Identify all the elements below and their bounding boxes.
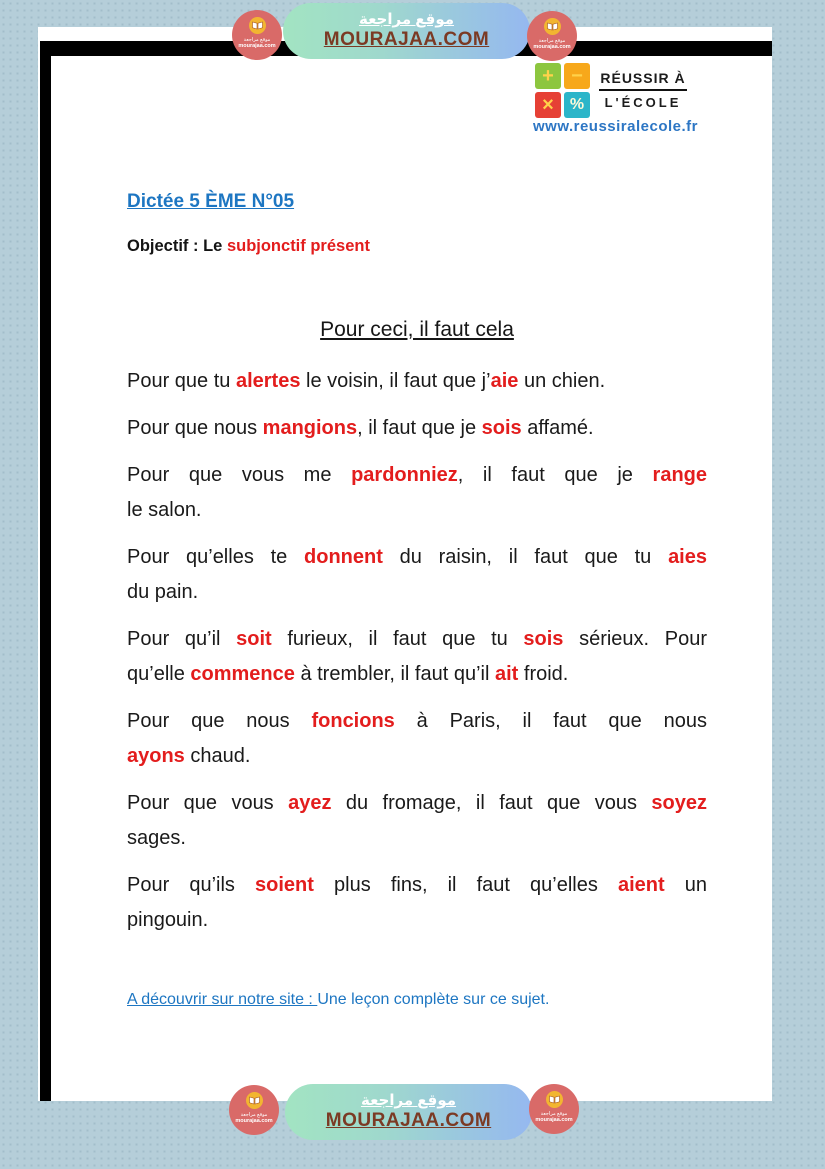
highlighted-verb: alertes	[235, 370, 301, 392]
dictation-title: Pour ceci, il faut cela	[320, 318, 514, 341]
percent-square-icon: %	[564, 92, 590, 118]
text-run: Pour qu’elles te	[127, 546, 305, 568]
document-content	[127, 191, 707, 1009]
text-run: du fromage, il faut que vous	[331, 792, 652, 814]
highlighted-verb: aient	[617, 874, 665, 896]
text-run: Pour que nous	[127, 710, 312, 732]
highlighted-verb: range	[652, 464, 707, 486]
logo-divider	[599, 89, 687, 91]
minus-square-icon: −	[564, 63, 590, 89]
dictation-paragraph	[127, 411, 707, 446]
highlighted-verb: pardonniez	[351, 464, 458, 486]
text-run: , il faut que je	[457, 464, 653, 486]
site-badge-bottom-left	[229, 1085, 279, 1135]
text-run: Pour que tu	[127, 370, 236, 392]
highlighted-verb: soit	[236, 628, 272, 650]
highlighted-verb: donnent	[304, 546, 383, 568]
highlighted-verb: sois	[523, 628, 564, 650]
banner-arabic-title: موقع مراجعة	[360, 1092, 457, 1110]
highlighted-verb: sois	[481, 417, 522, 439]
text-run: pingouin.	[127, 909, 209, 931]
text-run: furieux, il faut que tu	[271, 628, 524, 650]
badge-domain-label: mourajaa.com	[533, 44, 571, 50]
text-line	[127, 364, 707, 399]
highlighted-verb: soyez	[651, 792, 708, 814]
math-squares-icon	[535, 63, 590, 118]
highlighted-verb: ait	[494, 663, 519, 685]
text-line	[127, 786, 707, 821]
text-run: à trembler, il faut qu’il	[294, 663, 495, 685]
text-run: sages.	[127, 827, 186, 849]
bottom-banner[interactable]	[285, 1084, 532, 1140]
text-line	[127, 411, 707, 446]
text-run: plus fins, il faut qu’elles	[313, 874, 618, 896]
reussir-logo	[535, 63, 695, 118]
badge-domain-label: mourajaa.com	[535, 1117, 573, 1123]
book-icon	[246, 1092, 263, 1109]
logo-website-link[interactable]: www.reussiralecole.fr	[533, 118, 699, 135]
text-run: un	[664, 874, 708, 896]
book-icon	[249, 17, 266, 34]
dictation-paragraph	[127, 364, 707, 399]
site-badge-top-right	[527, 11, 577, 61]
site-badge-bottom-right	[529, 1084, 579, 1134]
text-run: Pour que nous	[127, 417, 263, 439]
highlighted-verb: commence	[190, 663, 295, 685]
badge-arabic-label: موقع مراجعة	[243, 37, 271, 43]
text-line	[127, 622, 707, 657]
logo-line2: L'ÉCOLE	[604, 95, 682, 110]
text-line	[127, 704, 707, 739]
text-run: chaud.	[184, 745, 251, 767]
banner-site-link[interactable]: MOURAJAA.COM	[325, 1109, 492, 1131]
text-line	[127, 657, 707, 692]
logo-wordmark	[599, 63, 687, 118]
highlighted-verb: ayons	[127, 745, 185, 767]
badge-arabic-label: موقع مراجعة	[240, 1112, 268, 1118]
logo-line1: RÉUSSIR À	[600, 70, 686, 86]
plus-square-icon: +	[535, 63, 561, 89]
dictation-paragraph	[127, 868, 707, 938]
banner-site-link[interactable]: MOURAJAA.COM	[323, 28, 490, 50]
discover-description: Une leçon complète sur ce sujet.	[317, 991, 550, 1008]
text-run: qu’elle	[127, 663, 191, 685]
badge-domain-label: mourajaa.com	[238, 43, 276, 49]
text-line	[127, 575, 707, 610]
text-run: Pour que vous me	[127, 464, 352, 486]
text-line	[127, 458, 707, 493]
dictation-paragraph	[127, 458, 707, 528]
badge-domain-label: mourajaa.com	[235, 1118, 273, 1124]
dictation-paragraph	[127, 704, 707, 774]
text-run: froid.	[518, 663, 569, 685]
text-run: Pour qu’ils	[127, 874, 256, 896]
text-run: le voisin, il faut que j’	[300, 370, 491, 392]
text-line	[127, 739, 707, 774]
text-line	[127, 903, 707, 938]
banner-arabic-title: موقع مراجعة	[358, 11, 455, 29]
dictation-paragraph	[127, 786, 707, 856]
text-line	[127, 868, 707, 903]
badge-arabic-label: موقع مراجعة	[540, 1111, 568, 1117]
text-run: Pour que vous	[127, 792, 289, 814]
text-run: , il faut que je	[357, 417, 482, 439]
dictation-heading: Dictée 5 ÈME N°05	[127, 191, 295, 212]
dictation-text	[127, 364, 707, 938]
highlighted-verb: ayez	[288, 792, 332, 814]
highlighted-verb: soient	[255, 874, 314, 896]
text-run: Pour qu’il	[127, 628, 237, 650]
objective-topic: subjonctif présent	[226, 237, 370, 255]
text-line	[127, 821, 707, 856]
text-run: un chien.	[518, 370, 606, 392]
dictation-paragraph	[127, 622, 707, 692]
book-icon	[544, 18, 561, 35]
text-line	[127, 540, 707, 575]
text-run: du pain.	[127, 581, 199, 603]
objective-line	[127, 237, 707, 256]
text-run: du raisin, il faut que tu	[382, 546, 669, 568]
highlighted-verb: foncions	[311, 710, 395, 732]
highlighted-verb: mangions	[262, 417, 358, 439]
site-badge-top-left	[232, 10, 282, 60]
highlighted-verb: aie	[490, 370, 519, 392]
objective-label: Objectif : Le	[127, 237, 227, 255]
text-run: à Paris, il faut que nous	[394, 710, 707, 732]
dictation-paragraph	[127, 540, 707, 610]
top-banner[interactable]	[283, 3, 530, 59]
discover-link[interactable]: A découvrir sur notre site :	[127, 991, 318, 1008]
text-run: affamé.	[521, 417, 594, 439]
text-run: sérieux. Pour	[563, 628, 707, 650]
text-run: le salon.	[127, 499, 202, 521]
badge-arabic-label: موقع مراجعة	[538, 38, 566, 44]
footer-note	[127, 991, 707, 1009]
multiply-square-icon: ×	[535, 92, 561, 118]
highlighted-verb: aies	[668, 546, 707, 568]
book-icon	[546, 1091, 563, 1108]
text-line	[127, 493, 707, 528]
page-left-border	[40, 41, 51, 1101]
